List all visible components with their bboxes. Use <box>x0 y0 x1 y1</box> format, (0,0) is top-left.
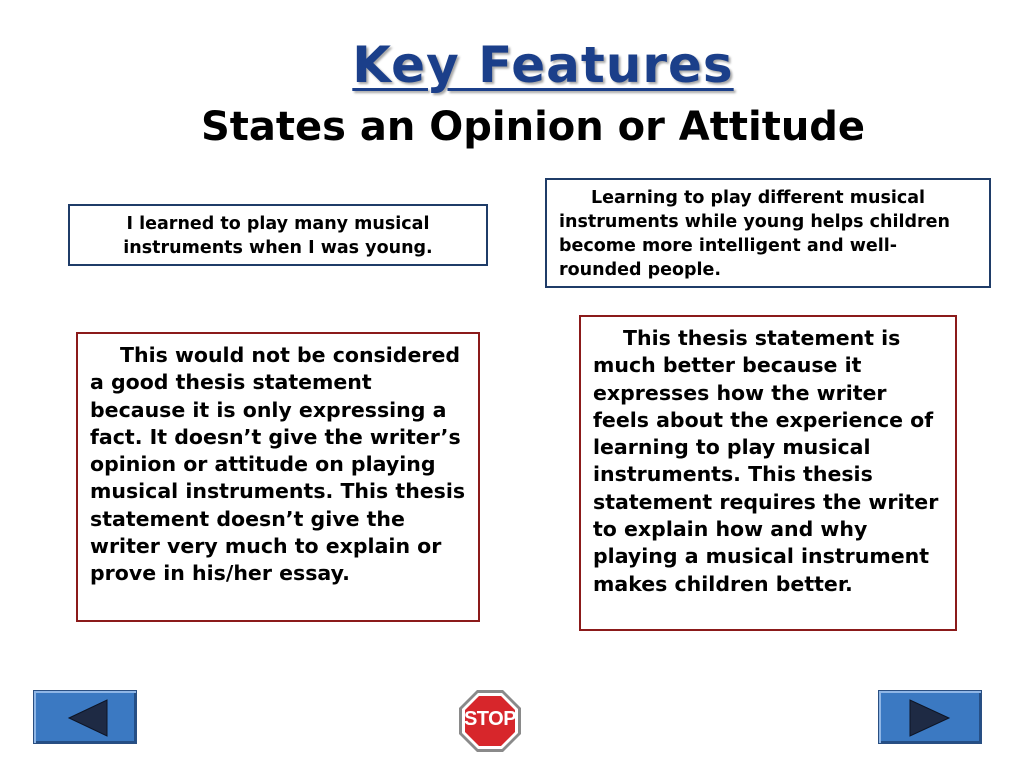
good-thesis-explanation-text: This thesis statement is much better because it expresses how the writer feels about the experience of learning to play musical instruments. This thesis statement requires the writer to explain how and why playing a musical instrument makes children better. <box>593 326 939 596</box>
good-thesis-explanation-box <box>579 315 957 631</box>
stop-button[interactable] <box>458 689 522 753</box>
opinion-statement-text: Learning to play different musical instruments while young helps children become more intelligent and well-rounded people. <box>559 188 950 280</box>
slide-title: Key Features <box>352 36 734 94</box>
next-slide-button[interactable] <box>878 690 982 744</box>
bad-thesis-explanation-box <box>76 332 480 622</box>
fact-statement-box <box>68 204 488 266</box>
triangle-left-icon <box>34 691 138 745</box>
triangle-right-icon <box>879 691 983 745</box>
slide-subtitle: States an Opinion or Attitude <box>200 104 866 150</box>
opinion-statement-box <box>545 178 991 288</box>
previous-slide-button[interactable] <box>33 690 137 744</box>
bad-thesis-explanation-text: This would not be considered a good thesis statement because it is only expressing a fact. It doesn’t give the writer’s opinion or attitude on playing musical instruments. This thesis statement doesn’t give the writer very much to explain or prove in his/her essay. <box>90 343 466 586</box>
fact-statement-text: I learned to play many musical instruments when I was young. <box>123 214 433 258</box>
stop-label: STOP <box>463 708 517 730</box>
